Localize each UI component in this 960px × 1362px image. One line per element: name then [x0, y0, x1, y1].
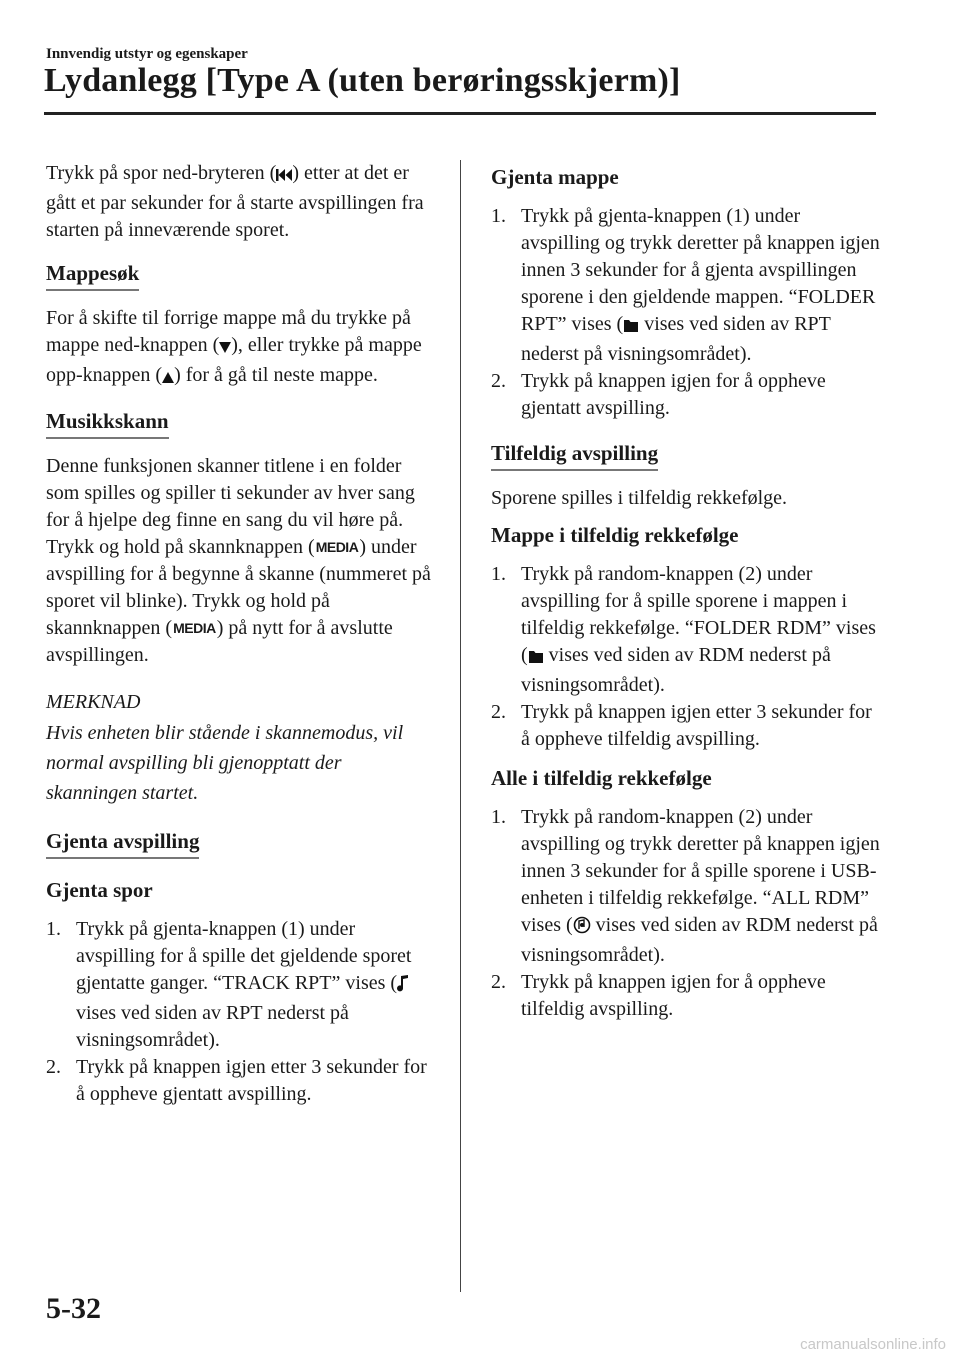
- folder-down-icon: [219, 335, 231, 362]
- media-icon: MEDIA: [315, 539, 359, 555]
- list-item: 2. Trykk på knappen igjen etter 3 sekunder for å oppheve gjentatt avspilling.: [46, 1056, 427, 1105]
- gjenta-mappe-list: [491, 203, 881, 422]
- list-item: 2. Trykk på knappen igjen for å oppheve tilfeldig avspilling.: [491, 971, 826, 1020]
- heading-alle-tilfeldig: Alle i tilfeldig rekkefølge: [491, 766, 712, 790]
- folder-icon: [528, 645, 544, 672]
- heading-tilfeldig-avspilling: Tilfeldig avspilling: [491, 440, 658, 471]
- right-column: [491, 160, 881, 1035]
- intro-paragraph: Trykk på spor ned-bryteren ( ) etter at det er gått et par sekunder for å starte avspillingen fra starten på inneværende sporet.: [46, 162, 424, 241]
- heading-gjenta-mappe: Gjenta mappe: [491, 165, 619, 189]
- alle-rdm-list: [491, 804, 881, 1023]
- heading-mappesok: Mappesøk: [46, 260, 139, 291]
- heading-gjenta-avspilling: Gjenta avspilling: [46, 828, 199, 859]
- heading-mappe-tilfeldig: Mappe i tilfeldig rekkefølge: [491, 523, 739, 547]
- musikk-paragraph-1: Denne funksjonen skanner titlene i en folder som spilles og spiller ti sekunder av hver sang for å hjelpe deg finne en sang du vil høre på.: [46, 455, 415, 531]
- media-icon: MEDIA: [173, 620, 216, 636]
- note-title: MERKNAD: [46, 691, 141, 713]
- heading-gjenta-spor: Gjenta spor: [46, 878, 153, 902]
- folder-icon: [623, 314, 639, 341]
- mappe-rdm-list: [491, 561, 881, 753]
- tilfeldig-paragraph: Sporene spilles i tilfeldig rekkefølge.: [491, 487, 788, 509]
- page-number: 5-32: [46, 1292, 101, 1325]
- heading-musikkskann: Musikkskann: [46, 408, 169, 439]
- list-item: 2. Trykk på knappen igjen for å oppheve gjentatt avspilling.: [491, 370, 826, 419]
- list-item: 1. Trykk på gjenta-knappen (1) under avspilling og trykk deretter på knappen igjen innen 3 sekunder for å gjenta avspillingen sporene i den gjeldende mappen. “FOLDER RPT” vises ( vises ved siden av RPT nederst på visningsområdet).: [491, 205, 880, 365]
- track-down-icon: [276, 163, 292, 190]
- list-item: 1. Trykk på random-knappen (2) under avspilling og trykk deretter på knappen igjen innen 3 sekunder for å spille sporene i USB-enheten i tilfeldig rekkefølge. “ALL RDM” vises ( vises ved siden av RDM nederst på visningsområdet).: [491, 806, 880, 966]
- page-title: Lydanlegg [Type A (uten berøringsskjerm)]: [44, 62, 681, 99]
- mappesok-paragraph: For å skifte til forrige mappe må du trykke på mappe ned-knappen ( ), eller trykke på mappe opp-knappen ( ) for å gå til neste mappe.: [46, 305, 436, 392]
- section-label: Innvendig utstyr og egenskaper: [46, 46, 248, 62]
- musikk-paragraph-2: Trykk og hold på skannknappen (MEDIA) under avspilling for å begynne å skanne (nummeret på sporet vil blinke). Trykk og hold på skannknappen (MEDIA) på nytt for å avslutte avspillingen.: [46, 536, 431, 666]
- list-item: 1. Trykk på gjenta-knappen (1) under avspilling for å spille det gjeldende sporet gjentatte ganger. “TRACK RPT” vises ( vises ved siden av RPT nederst på visningsområdet).: [46, 918, 412, 1051]
- column-divider: [460, 160, 461, 1292]
- footer-watermark: carmanualsonline.info: [800, 1336, 946, 1353]
- list-item: 2. Trykk på knappen igjen etter 3 sekunder for å oppheve tilfeldig avspilling.: [491, 701, 872, 750]
- folder-up-icon: [162, 365, 174, 392]
- music-note-icon: [397, 973, 409, 1000]
- left-column: [46, 160, 436, 1120]
- header-rule: [44, 112, 876, 115]
- disc-icon: [573, 915, 591, 942]
- note-text: Hvis enheten blir stående i skannemodus, vil normal avspilling bli gjenopptatt der skanningen startet.: [46, 722, 404, 804]
- gjenta-spor-list: [46, 916, 436, 1108]
- list-item: 1. Trykk på random-knappen (2) under avspilling for å spille sporene i mappen i tilfeldig rekkefølge. “FOLDER RDM” vises ( vises ved siden av RDM nederst på visningsområdet).: [491, 563, 876, 696]
